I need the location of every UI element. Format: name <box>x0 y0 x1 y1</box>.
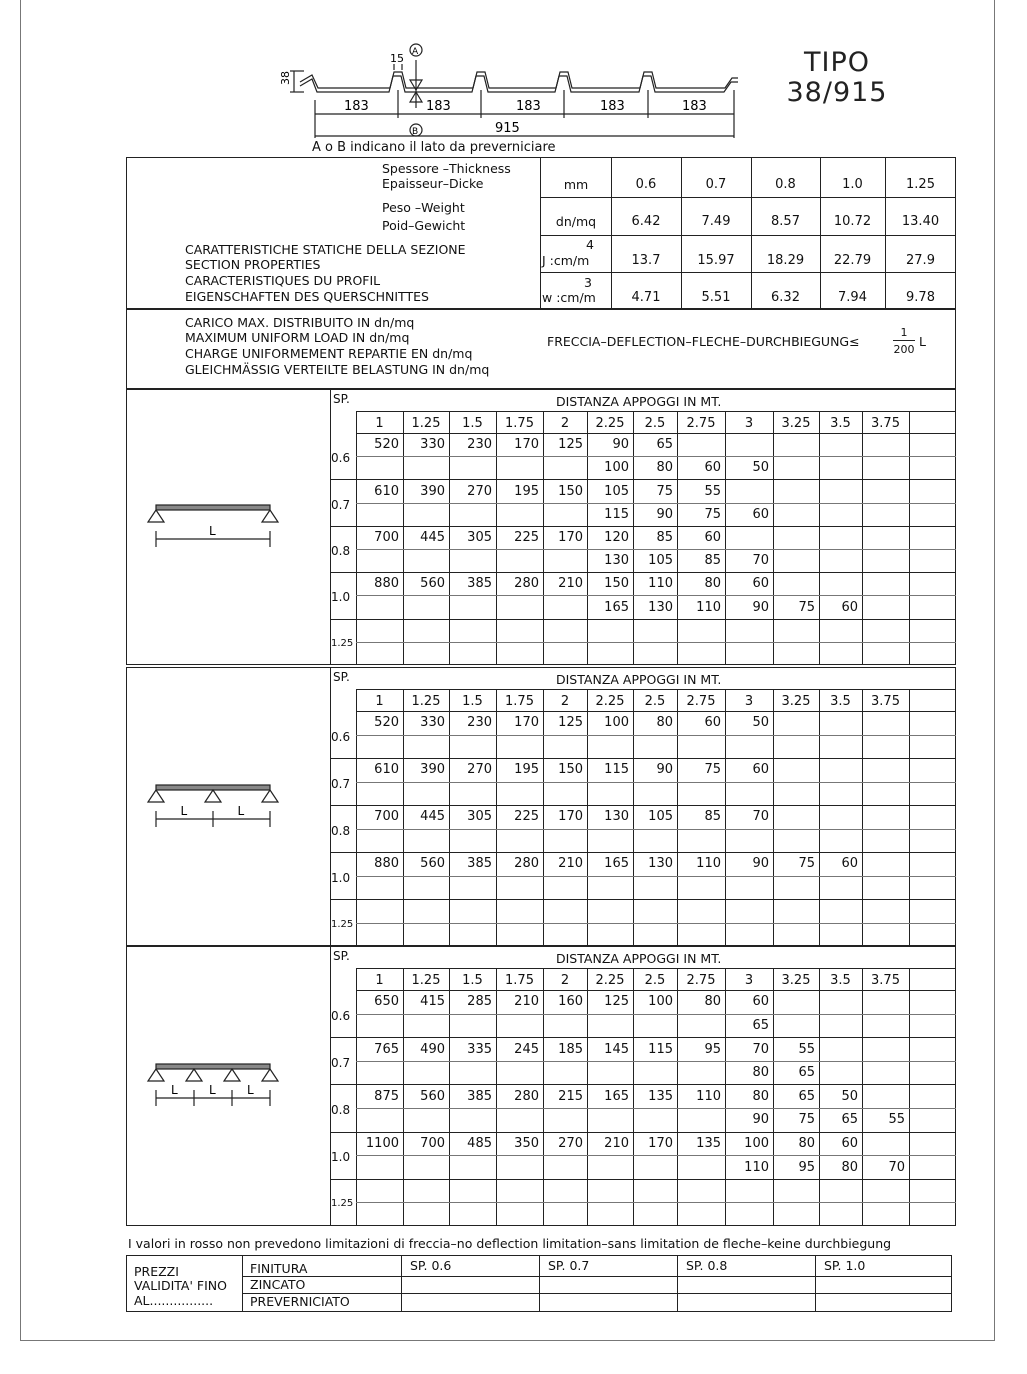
table-cell: 80 <box>704 576 721 592</box>
span-col-5: 2.25 <box>595 694 625 709</box>
span-183-3: 183 <box>516 99 541 114</box>
table-cell: 85 <box>704 809 721 825</box>
table-cell: 80 <box>752 1088 769 1104</box>
table-cell: 170 <box>648 1135 673 1151</box>
table-cell: 700 <box>374 529 399 545</box>
table-cell: 75 <box>704 506 721 522</box>
prepaint-note: A o B indicano il lato da preverniciare <box>312 140 556 155</box>
load-label-4: GLEICHMÄSSIG VERTEILTE BELASTUNG IN dn/mq <box>185 362 490 377</box>
span-col-9: 3.25 <box>781 416 811 431</box>
table-cell: 80 <box>841 1159 858 1175</box>
table-cell: 130 <box>604 809 629 825</box>
table-cell: 170 <box>514 715 539 731</box>
table-cell: 1100 <box>365 1135 399 1151</box>
span-col-11: 3.75 <box>871 973 900 988</box>
span-length-label: L <box>209 1083 216 1097</box>
j-unit: J :cm/m <box>542 253 590 268</box>
table-cell: 210 <box>604 1135 629 1151</box>
span-header: DISTANZA APPOGGI IN MT. <box>556 394 722 409</box>
span-col-1: 1.25 <box>411 416 441 431</box>
span-length-label: L <box>209 524 216 538</box>
thickness-label-1: Spessore –Thickness <box>382 161 511 176</box>
sp-value-4: 1.25 <box>331 918 354 930</box>
table-cell: 60 <box>752 576 769 592</box>
table-cell: 60 <box>752 506 769 522</box>
prop-w-4: 9.78 <box>906 290 935 305</box>
table-cell: 65 <box>798 1088 815 1104</box>
span-col-8: 3 <box>744 694 754 709</box>
span-col-11: 3.75 <box>871 416 900 431</box>
sp-value-1: 0.7 <box>331 1055 351 1070</box>
table-cell: 75 <box>704 762 721 778</box>
span-col-6: 2.5 <box>644 973 666 988</box>
span-col-7: 2.75 <box>686 416 716 431</box>
table-cell: 100 <box>648 994 673 1010</box>
table-cell: 75 <box>798 599 815 615</box>
zincato-label: ZINCATO <box>250 1277 306 1292</box>
price-col-06: SP. 0.6 <box>410 1258 452 1273</box>
table-cell: 105 <box>648 809 673 825</box>
span-col-5: 2.25 <box>595 416 625 431</box>
price-col-10: SP. 1.0 <box>824 1258 866 1273</box>
table-cell: 285 <box>467 994 492 1010</box>
span-col-1: 1.25 <box>411 973 441 988</box>
weight-unit: dn/mq <box>555 214 597 229</box>
table-cell: 60 <box>704 715 721 731</box>
table-cell: 60 <box>752 994 769 1010</box>
table-cell: 390 <box>420 762 445 778</box>
table-cell: 230 <box>467 437 492 453</box>
table-cell: 100 <box>744 1135 769 1151</box>
side-a-label: A <box>412 47 419 57</box>
span-col-3: 1.75 <box>505 416 534 431</box>
table-cell: 700 <box>420 1135 445 1151</box>
span-header: DISTANZA APPOGGI IN MT. <box>556 951 722 966</box>
prop-weight-2: 8.57 <box>771 214 800 229</box>
footnote: I valori in rosso non prevedono limitazioni di freccia–no deflection limitation–sans limitation de fleche–keine durchbiegung <box>128 1236 892 1251</box>
sp-value-0: 0.6 <box>331 729 351 744</box>
deflection-num: 1 <box>893 326 915 341</box>
preverniciato-label: PREVERNICIATO <box>250 1294 350 1309</box>
table-cell: 270 <box>467 762 492 778</box>
table-cell: 230 <box>467 715 492 731</box>
table-cell: 330 <box>420 437 445 453</box>
table-cell: 100 <box>604 715 629 731</box>
table-cell: 90 <box>752 856 769 872</box>
table-cell: 65 <box>841 1112 858 1128</box>
sp-label: SP. <box>333 670 350 684</box>
table-cell: 490 <box>420 1041 445 1057</box>
table-cell: 610 <box>374 483 399 499</box>
table-cell: 170 <box>558 529 583 545</box>
prop-j-1: 15.97 <box>697 253 735 268</box>
load-label-3: CHARGE UNIFORMEMENT REPARTIE EN dn/mq <box>185 346 473 361</box>
table-cell: 90 <box>656 506 673 522</box>
deflection-label: FRECCIA–DEFLECTION–FLECHE–DURCHBIEGUNG≤ <box>547 334 860 349</box>
profile-rib: 15 <box>390 52 404 65</box>
span-header: DISTANZA APPOGGI IN MT. <box>556 672 722 687</box>
side-b-label: B <box>412 127 419 137</box>
table-cell: 50 <box>752 460 769 476</box>
table-cell: 170 <box>514 437 539 453</box>
table-cell: 225 <box>514 529 539 545</box>
table-cell: 80 <box>656 460 673 476</box>
sp-value-2: 0.8 <box>331 823 351 838</box>
table-cell: 60 <box>841 599 858 615</box>
table-cell: 130 <box>648 856 673 872</box>
table-cell: 80 <box>656 715 673 731</box>
table-cell: 60 <box>752 762 769 778</box>
table-cell: 110 <box>648 576 673 592</box>
table-cell: 110 <box>696 856 721 872</box>
table-cell: 80 <box>798 1135 815 1151</box>
prop-weight-0: 6.42 <box>631 214 661 229</box>
table-cell: 245 <box>514 1041 539 1057</box>
table-cell: 150 <box>558 762 583 778</box>
span-col-0: 1 <box>375 416 384 431</box>
span-length-label: L <box>247 1083 254 1097</box>
span-col-2: 1.5 <box>462 416 483 431</box>
table-cell: 880 <box>374 856 399 872</box>
table-cell: 170 <box>558 809 583 825</box>
prop-thickness-0: 0.6 <box>635 177 657 192</box>
table-cell: 485 <box>467 1135 492 1151</box>
deflection-l: L <box>919 334 926 349</box>
table-cell: 270 <box>558 1135 583 1151</box>
prop-j-0: 13.7 <box>631 253 661 268</box>
table-cell: 305 <box>467 809 492 825</box>
table-cell: 70 <box>752 1041 769 1057</box>
table-cell: 80 <box>752 1065 769 1081</box>
table-cell: 520 <box>374 437 399 453</box>
table-cell: 195 <box>514 762 539 778</box>
table-cell: 90 <box>752 599 769 615</box>
span-183-5: 183 <box>682 99 707 114</box>
sp-value-4: 1.25 <box>331 637 354 649</box>
table-cell: 50 <box>841 1088 858 1104</box>
w-exponent: 3 <box>584 275 592 290</box>
prop-w-2: 6.32 <box>771 290 800 305</box>
table-cell: 225 <box>514 809 539 825</box>
table-cell: 445 <box>420 529 445 545</box>
table-cell: 210 <box>558 576 583 592</box>
table-cell: 55 <box>888 1112 905 1128</box>
span-length-label: L <box>171 1083 178 1097</box>
table-cell: 765 <box>374 1041 399 1057</box>
span-col-5: 2.25 <box>595 973 625 988</box>
table-cell: 560 <box>420 1088 445 1104</box>
section-label-1: CARATTERISTICHE STATICHE DELLA SEZIONE <box>185 242 466 257</box>
table-cell: 90 <box>612 437 629 453</box>
prop-w-3: 7.94 <box>838 290 867 305</box>
table-cell: 335 <box>467 1041 492 1057</box>
span-col-7: 2.75 <box>686 694 716 709</box>
table-cell: 60 <box>704 529 721 545</box>
span-col-7: 2.75 <box>686 973 716 988</box>
table-cell: 65 <box>752 1017 769 1033</box>
table-cell: 385 <box>467 576 492 592</box>
table-cell: 560 <box>420 856 445 872</box>
table-cell: 130 <box>648 599 673 615</box>
table-cell: 100 <box>604 460 629 476</box>
load-label-1: CARICO MAX. DISTRIBUITO IN dn/mq <box>185 315 415 330</box>
table-cell: 210 <box>558 856 583 872</box>
deflection-den: 200 <box>893 343 915 356</box>
span-183-2: 183 <box>426 99 451 114</box>
span-col-8: 3 <box>744 973 754 988</box>
span-col-4: 2 <box>560 694 570 709</box>
span-183-4: 183 <box>600 99 625 114</box>
table-cell: 105 <box>604 483 629 499</box>
span-length-label: L <box>237 803 245 818</box>
table-cell: 305 <box>467 529 492 545</box>
prices-label-1: PREZZI <box>134 1264 179 1279</box>
section-label-3: CARACTERISTIQUES DU PROFIL <box>185 273 381 288</box>
sp-value-0: 0.6 <box>331 1008 351 1023</box>
table-cell: 115 <box>604 762 629 778</box>
load-label-2: MAXIMUM UNIFORM LOAD IN dn/mq <box>185 330 410 345</box>
table-cell: 210 <box>514 994 539 1010</box>
thickness-label-2: Epaisseur–Dicke <box>382 176 484 191</box>
span-col-6: 2.5 <box>644 416 666 431</box>
beam-diagram-3 <box>140 1054 300 1124</box>
span-col-9: 3.25 <box>781 973 811 988</box>
prop-j-3: 22.79 <box>833 253 872 268</box>
table-cell: 880 <box>374 576 399 592</box>
beam-diagram-1 <box>140 495 300 565</box>
weight-label-1: Peso –Weight <box>382 200 465 215</box>
title-line1: TIPO <box>804 47 870 78</box>
table-cell: 50 <box>752 715 769 731</box>
prop-thickness-1: 0.7 <box>705 177 727 192</box>
span-col-0: 1 <box>375 973 384 988</box>
prop-j-2: 18.29 <box>766 253 805 268</box>
sp-value-2: 0.8 <box>331 544 351 558</box>
finitura-label: FINITURA <box>250 1261 308 1276</box>
table-cell: 115 <box>648 1041 673 1057</box>
table-cell: 875 <box>374 1088 399 1104</box>
table-cell: 90 <box>656 762 673 778</box>
span-total: 915 <box>495 121 520 136</box>
table-cell: 70 <box>888 1159 905 1175</box>
table-cell: 115 <box>604 506 629 522</box>
span-col-9: 3.25 <box>781 694 811 709</box>
table-cell: 65 <box>656 437 673 453</box>
table-cell: 125 <box>604 994 629 1010</box>
prop-w-0: 4.71 <box>631 290 661 305</box>
w-unit: w :cm/m <box>542 290 596 305</box>
table-cell: 65 <box>798 1065 815 1081</box>
table-cell: 445 <box>420 809 445 825</box>
table-cell: 60 <box>841 1135 858 1151</box>
sp-value-3: 1.0 <box>331 590 351 605</box>
j-exponent: 4 <box>586 237 594 252</box>
profile-height: 38 <box>279 71 292 85</box>
table-cell: 110 <box>696 599 721 615</box>
table-cell: 75 <box>798 856 815 872</box>
sp-value-1: 0.7 <box>331 776 351 791</box>
span-183-1: 183 <box>344 99 369 114</box>
prop-thickness-3: 1.0 <box>842 177 863 192</box>
span-col-4: 2 <box>560 973 570 988</box>
prop-thickness-2: 0.8 <box>775 177 796 192</box>
table-cell: 280 <box>514 1088 539 1104</box>
section-label-2: SECTION PROPERTIES <box>185 257 321 272</box>
table-cell: 150 <box>558 483 583 499</box>
span-col-1: 1.25 <box>411 694 441 709</box>
table-cell: 120 <box>604 529 629 545</box>
table-cell: 60 <box>841 856 858 872</box>
table-cell: 130 <box>604 553 629 569</box>
thickness-unit: mm <box>563 177 589 192</box>
table-cell: 215 <box>558 1088 583 1104</box>
table-cell: 700 <box>374 809 399 825</box>
table-cell: 385 <box>467 856 492 872</box>
span-col-10: 3.5 <box>830 694 851 709</box>
table-cell: 270 <box>467 483 492 499</box>
span-col-2: 1.5 <box>462 694 483 709</box>
sp-value-4: 1.25 <box>331 1198 354 1210</box>
section-label-4: EIGENSCHAFTEN DES QUERSCHNITTES <box>185 289 429 304</box>
prop-w-1: 5.51 <box>701 290 731 305</box>
prop-thickness-4: 1.25 <box>906 177 935 192</box>
prop-j-4: 27.9 <box>906 253 935 268</box>
table-cell: 125 <box>558 437 583 453</box>
sp-value-0: 0.6 <box>331 451 351 466</box>
product-title <box>782 48 892 108</box>
table-cell: 75 <box>798 1112 815 1128</box>
table-cell: 110 <box>744 1159 769 1175</box>
prop-weight-4: 13.40 <box>901 214 940 229</box>
sp-value-2: 0.8 <box>331 1103 351 1117</box>
prices-label-2: VALIDITA' FINO <box>134 1278 227 1293</box>
span-col-2: 1.5 <box>462 973 483 988</box>
span-col-6: 2.5 <box>644 694 666 709</box>
span-col-0: 1 <box>375 694 384 709</box>
prop-weight-1: 7.49 <box>701 214 731 229</box>
table-cell: 415 <box>420 994 445 1010</box>
table-cell: 70 <box>752 553 769 569</box>
table-cell: 165 <box>604 1088 629 1104</box>
table-cell: 70 <box>752 809 769 825</box>
span-col-4: 2 <box>560 416 570 431</box>
span-col-10: 3.5 <box>830 416 851 431</box>
table-cell: 105 <box>648 553 673 569</box>
span-col-3: 1.75 <box>505 694 534 709</box>
table-cell: 350 <box>514 1135 539 1151</box>
table-cell: 560 <box>420 576 445 592</box>
weight-label-2: Poid–Gewicht <box>382 218 466 233</box>
price-col-08: SP. 0.8 <box>686 1258 728 1273</box>
table-cell: 145 <box>604 1041 629 1057</box>
title-line2: 38/915 <box>786 77 888 108</box>
table-cell: 85 <box>704 553 721 569</box>
span-col-10: 3.5 <box>830 973 851 988</box>
table-cell: 165 <box>604 856 629 872</box>
sp-value-1: 0.7 <box>331 497 351 512</box>
span-col-3: 1.75 <box>505 973 534 988</box>
table-cell: 280 <box>514 576 539 592</box>
table-cell: 520 <box>374 715 399 731</box>
span-col-8: 3 <box>744 416 754 431</box>
table-cell: 160 <box>558 994 583 1010</box>
prop-weight-3: 10.72 <box>833 214 872 229</box>
table-cell: 125 <box>558 715 583 731</box>
table-cell: 95 <box>798 1159 815 1175</box>
sp-label: SP. <box>333 949 350 963</box>
table-cell: 385 <box>467 1088 492 1104</box>
table-cell: 55 <box>798 1041 815 1057</box>
table-cell: 185 <box>558 1041 583 1057</box>
table-cell: 80 <box>704 994 721 1010</box>
table-cell: 150 <box>604 576 629 592</box>
table-cell: 60 <box>704 460 721 476</box>
span-col-11: 3.75 <box>871 694 900 709</box>
sp-label: SP. <box>333 392 350 406</box>
table-cell: 135 <box>648 1088 673 1104</box>
table-cell: 165 <box>604 599 629 615</box>
table-cell: 110 <box>696 1088 721 1104</box>
sp-value-3: 1.0 <box>331 1150 351 1165</box>
table-cell: 75 <box>656 483 673 499</box>
table-cell: 195 <box>514 483 539 499</box>
table-cell: 85 <box>656 529 673 545</box>
table-cell: 650 <box>374 994 399 1010</box>
sp-value-3: 1.0 <box>331 870 351 885</box>
table-cell: 55 <box>704 483 721 499</box>
beam-diagram-2 <box>140 775 300 845</box>
table-cell: 95 <box>704 1041 721 1057</box>
table-cell: 280 <box>514 856 539 872</box>
prices-label-3: AL................ <box>134 1293 214 1308</box>
price-col-07: SP. 0.7 <box>548 1258 590 1273</box>
span-length-label: L <box>180 803 188 818</box>
table-cell: 610 <box>374 762 399 778</box>
table-cell: 90 <box>752 1112 769 1128</box>
table-cell: 390 <box>420 483 445 499</box>
table-cell: 330 <box>420 715 445 731</box>
table-cell: 135 <box>696 1135 721 1151</box>
